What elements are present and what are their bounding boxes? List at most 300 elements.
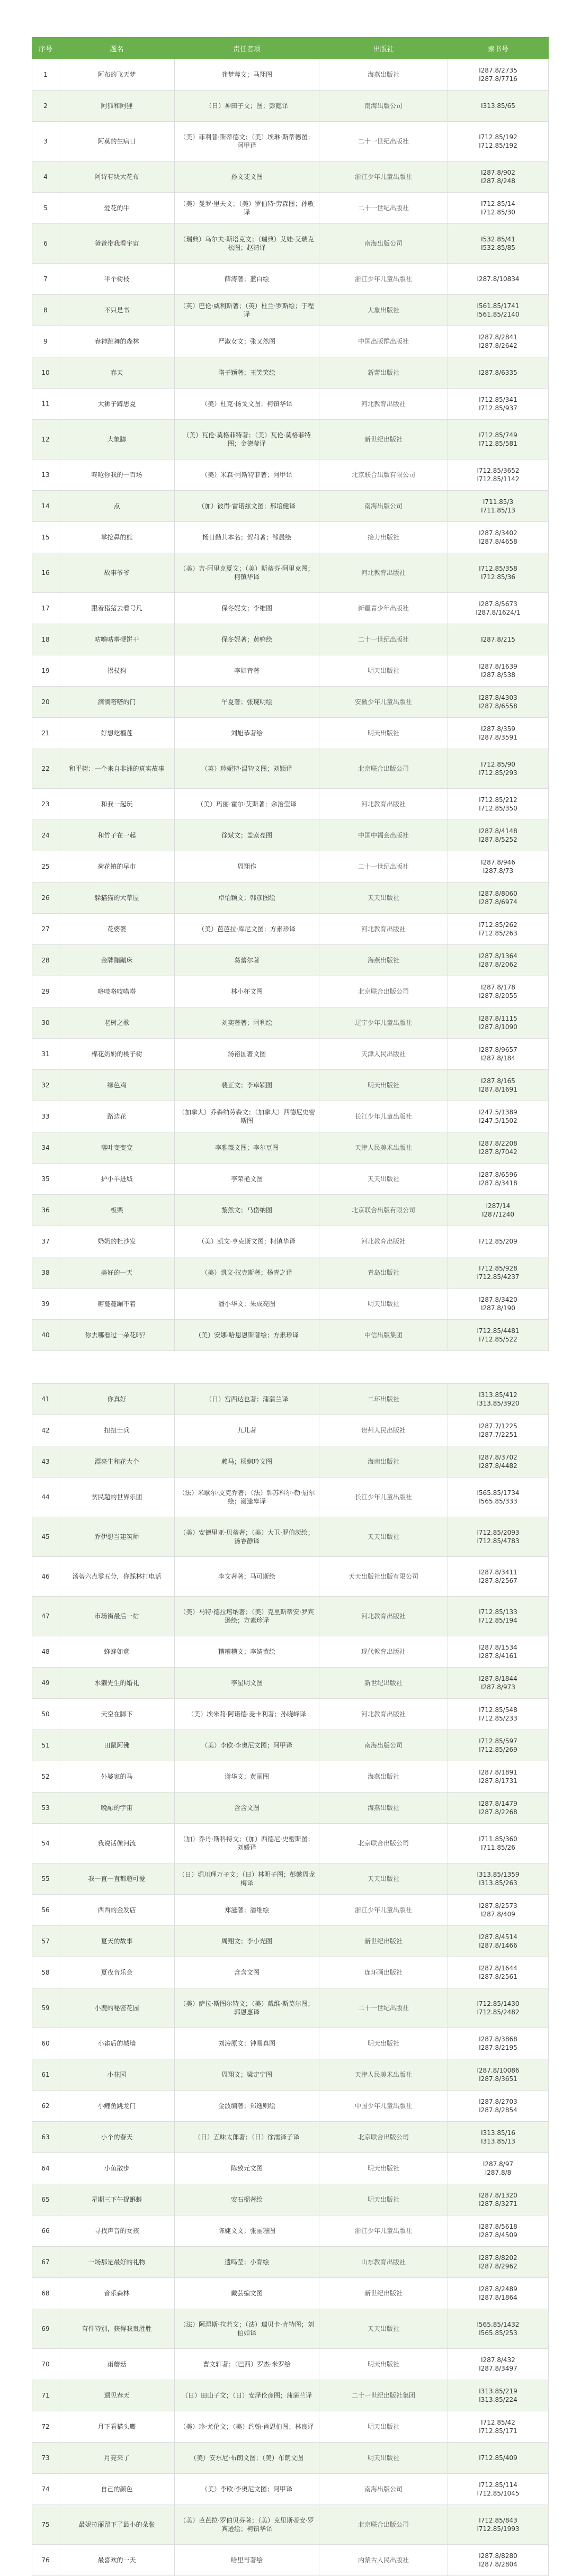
- call-number-cell: [448, 389, 549, 420]
- table-row: [32, 420, 549, 460]
- call-number: I287.8/8280: [479, 2552, 517, 2560]
- title-cell: 夏天的故事: [59, 1926, 175, 1957]
- title-cell: 滴滴嗒嗒的门: [59, 687, 175, 718]
- table-row: [32, 2215, 549, 2247]
- publisher-cell: 明天出版社: [319, 2184, 448, 2215]
- call-number: I712.85/4237: [477, 1273, 520, 1281]
- author-cell: （日）宫西达也著；蒲蒲兰译: [175, 1384, 319, 1415]
- call-number-cell: [448, 1101, 549, 1132]
- call-number: I287.8/2854: [479, 2106, 517, 2114]
- call-number-cell: [448, 1793, 549, 1824]
- table-row: [32, 1226, 549, 1257]
- no-cell: 10: [32, 357, 59, 389]
- author-cell: 陈致元文图: [175, 2153, 319, 2184]
- title-cell: 小个的春天: [59, 2122, 175, 2153]
- call-number: I287.8/2573: [479, 1902, 517, 1910]
- no-cell: 15: [32, 522, 59, 553]
- title-cell: 糖蔓蔓蹦不着: [59, 1289, 175, 1320]
- publisher-cell: 明天出版社: [319, 2028, 448, 2059]
- publisher-cell: 中信出版集团: [319, 1320, 448, 1351]
- call-number: I287.8/902: [481, 168, 515, 176]
- call-number-cell: [448, 820, 549, 851]
- no-cell: 29: [32, 976, 59, 1007]
- title-cell: 掌挖鼻的熊: [59, 522, 175, 553]
- title-cell: 你真好: [59, 1384, 175, 1415]
- author-cell: 李星明文图: [175, 1668, 319, 1699]
- call-number: I287.8/2062: [479, 961, 517, 968]
- call-number: I287.8/3702: [479, 1453, 517, 1461]
- call-number: I287.8/4509: [479, 2231, 517, 2239]
- call-number: I712.85/133: [479, 1608, 517, 1616]
- table-row: [32, 522, 549, 553]
- call-number-cell: [448, 193, 549, 224]
- call-number: I287.8/2055: [479, 992, 517, 999]
- author-cell: 龚梦蓉文；马翔图: [175, 59, 319, 91]
- table-row: [32, 2545, 549, 2576]
- publisher-cell: 安徽少年儿童出版社: [319, 687, 448, 718]
- call-number-cell: [448, 2278, 549, 2309]
- call-number: I287.8/215: [481, 635, 515, 643]
- author-cell: 隋子颖著；王笑笑绘: [175, 357, 319, 389]
- call-number: I287.8/2804: [479, 2561, 517, 2568]
- call-number: I287.8/5673: [479, 600, 517, 608]
- call-number: I287.8/946: [481, 858, 515, 866]
- table-row: [32, 2380, 549, 2411]
- publisher-cell: 北京联合出版公司: [319, 2505, 448, 2545]
- author-cell: 郑滋著；潘维绘: [175, 1895, 319, 1926]
- table-row: [32, 1007, 549, 1039]
- publisher-cell: 河北教育出版社: [319, 1597, 448, 1636]
- call-number: I287.8/2195: [479, 2044, 517, 2051]
- no-cell: 51: [32, 1730, 59, 1761]
- call-number-cell: [448, 264, 549, 295]
- publisher-cell: 二十一世纪出版社: [319, 1988, 448, 2028]
- author-cell: 哈里哥著绘: [175, 2545, 319, 2576]
- call-number-cell: [448, 882, 549, 914]
- publisher-cell: 明天出版社: [319, 2349, 448, 2380]
- publisher-cell: 山东教育出版社: [319, 2247, 448, 2278]
- publisher-cell: 河北教育出版社: [319, 1699, 448, 1730]
- title-cell: 小鹿的秘密花园: [59, 1988, 175, 2028]
- publisher-cell: 明天出版社: [319, 2411, 448, 2443]
- no-cell: 74: [32, 2474, 59, 2505]
- publisher-cell: 明天出版社: [319, 1070, 448, 1101]
- call-number: I565.85/1734: [477, 1489, 520, 1497]
- title-cell: 落叶变变变: [59, 1132, 175, 1164]
- publisher-cell: 北京联合出版公司: [319, 1824, 448, 1863]
- title-cell: 大狮子蹲思夏: [59, 389, 175, 420]
- no-cell: 38: [32, 1257, 59, 1289]
- title-cell: 最喜欢的一天: [59, 2545, 175, 2576]
- publisher-cell: 天津人民美术出版社: [319, 2059, 448, 2091]
- title-cell: 小雀后的城墙: [59, 2028, 175, 2059]
- publisher-cell: 河北教育出版社: [319, 1226, 448, 1257]
- call-number-cell: [448, 2474, 549, 2505]
- table-row: [32, 1478, 549, 1517]
- author-cell: 周翔文；李小光图: [175, 1926, 319, 1957]
- no-cell: 25: [32, 851, 59, 882]
- call-number: I313.85/65: [481, 102, 515, 110]
- call-number-cell: [448, 914, 549, 945]
- call-number: I247.5/1502: [479, 1117, 517, 1124]
- call-number: I287.8/5252: [479, 836, 517, 843]
- call-number-cell: [448, 2184, 549, 2215]
- no-cell: 46: [32, 1557, 59, 1597]
- no-cell: 53: [32, 1793, 59, 1824]
- publisher-cell: 北京联合出版公司: [319, 2122, 448, 2153]
- call-number: I712.85/171: [479, 2427, 517, 2435]
- publisher-cell: 新蕾出版社: [319, 357, 448, 389]
- call-number: I287.8/1534: [479, 1643, 517, 1651]
- title-cell: 板栗: [59, 1195, 175, 1226]
- call-number-cell: [448, 2215, 549, 2247]
- author-cell: 保冬妮著；黄鸭绘: [175, 624, 319, 655]
- title-cell: 天空在脚下: [59, 1699, 175, 1730]
- table-row: [32, 553, 549, 593]
- table-row: [32, 2411, 549, 2443]
- publisher-cell: 河北教育出版社: [319, 789, 448, 820]
- table-row: [32, 2309, 549, 2349]
- publisher-cell: 接力出版社: [319, 522, 448, 553]
- title-cell: 扭扭士兵: [59, 1415, 175, 1446]
- no-cell: 11: [32, 389, 59, 420]
- no-cell: 23: [32, 789, 59, 820]
- title-cell: 故事爷爷: [59, 553, 175, 593]
- call-number: I711.85/26: [481, 1844, 515, 1851]
- author-cell: 卓怡颖文；韩彦图绘: [175, 882, 319, 914]
- call-number: I712.85/1993: [477, 2525, 520, 2533]
- no-cell: 76: [32, 2545, 59, 2576]
- table-row: [32, 1761, 549, 1793]
- call-number: I287.8/7042: [479, 1148, 517, 1156]
- title-cell: 跟着猪猪去看号凡: [59, 593, 175, 624]
- table-row: [32, 1384, 549, 1415]
- publisher-cell: 青岛出版社: [319, 1257, 448, 1289]
- no-cell: 56: [32, 1895, 59, 1926]
- call-number-cell: [448, 851, 549, 882]
- title-cell: 有件特别，获得我贵胜胜: [59, 2309, 175, 2349]
- call-number-cell: [448, 1957, 549, 1988]
- call-number: I287.8/2735: [479, 66, 517, 74]
- publisher-cell: 河北教育出版社: [319, 389, 448, 420]
- no-cell: 59: [32, 1988, 59, 2028]
- publisher-cell: 浙江少年儿童出版社: [319, 2215, 448, 2247]
- header-title: 题名: [59, 38, 175, 59]
- author-cell: 含含文图: [175, 1793, 319, 1824]
- no-cell: 43: [32, 1446, 59, 1478]
- table-row: [32, 624, 549, 655]
- no-cell: 28: [32, 945, 59, 976]
- call-number: I287.8/248: [481, 177, 515, 185]
- no-cell: 70: [32, 2349, 59, 2380]
- title-cell: 躲猫猫的大草屋: [59, 882, 175, 914]
- call-number: I287.8/359: [481, 725, 515, 733]
- call-number: I287.8/3418: [479, 1179, 517, 1187]
- no-cell: 3: [32, 122, 59, 161]
- call-number: I287.8/4658: [479, 538, 517, 545]
- author-cell: （瑞典）乌尔夫·斯塔克文；（瑞典）艾娃·艾瑞克松图；赵清译: [175, 224, 319, 264]
- call-number: I712.85/843: [479, 2516, 517, 2524]
- book-list-sheet: [32, 37, 540, 2576]
- call-number: I287.8/2268: [479, 1808, 517, 1816]
- table-row: [32, 820, 549, 851]
- call-number-cell: [448, 2028, 549, 2059]
- call-number: I287.8/2567: [479, 1577, 517, 1584]
- call-number: I712.85/548: [479, 1706, 517, 1714]
- no-cell: 6: [32, 224, 59, 264]
- call-number-cell: [448, 1226, 549, 1257]
- call-number: I712.85/1142: [477, 475, 520, 483]
- call-number: I287.8/1115: [479, 1014, 517, 1022]
- no-cell: 32: [32, 1070, 59, 1101]
- publisher-cell: 新疆青少年出版社: [319, 593, 448, 624]
- title-cell: 阿狐和阿狸: [59, 91, 175, 122]
- call-number: I287.8/4148: [479, 827, 517, 835]
- no-cell: 5: [32, 193, 59, 224]
- call-number-cell: [448, 1478, 549, 1517]
- call-number-cell: [448, 1668, 549, 1699]
- publisher-cell: 明天出版社: [319, 2443, 448, 2474]
- title-cell: 路边花: [59, 1101, 175, 1132]
- no-cell: 37: [32, 1226, 59, 1257]
- call-number: I712.85/358: [479, 564, 517, 572]
- author-cell: （美）李欧·李奥尼文图；阿甲译: [175, 2474, 319, 2505]
- no-cell: 60: [32, 2028, 59, 2059]
- table-row: [32, 460, 549, 491]
- author-cell: 曹文轩著；（巴西）罗杰·米罗绘: [175, 2349, 319, 2380]
- author-cell: （美）萨拉·斯图尔特文；（美）戴维·斯莫尔图；郭恩惠译: [175, 1988, 319, 2028]
- publisher-cell: 天天出版社: [319, 1517, 448, 1557]
- table-row: [32, 1070, 549, 1101]
- call-number: I561.85/2140: [477, 311, 520, 318]
- call-number-cell: [448, 2059, 549, 2091]
- table-row: [32, 2059, 549, 2091]
- table-row: [32, 161, 549, 193]
- call-number: I712.85/341: [479, 395, 517, 403]
- no-cell: 18: [32, 624, 59, 655]
- table-row: [32, 882, 549, 914]
- table-row: [32, 749, 549, 789]
- author-cell: （日）五味太郎著；（日）徐濡泽子译: [175, 2122, 319, 2153]
- publisher-cell: 贵州人民出版社: [319, 1415, 448, 1446]
- publisher-cell: 大象出版社: [319, 295, 448, 326]
- publisher-cell: 天天出版社: [319, 1863, 448, 1895]
- title-cell: 和我一起玩: [59, 789, 175, 820]
- title-cell: 我说话像河流: [59, 1824, 175, 1863]
- publisher-cell: 北京联合出版有限公司: [319, 460, 448, 491]
- table-header-row: [32, 38, 549, 59]
- author-cell: 谢华文；黄丽图: [175, 1761, 319, 1793]
- no-cell: 1: [32, 59, 59, 91]
- title-cell: 咯吱咯吱嗒嗒: [59, 976, 175, 1007]
- table-row: [32, 2349, 549, 2380]
- no-cell: 14: [32, 491, 59, 522]
- header-call-number: 索书号: [448, 38, 549, 59]
- title-cell: 小鲤鱼跳龙门: [59, 2091, 175, 2122]
- publisher-cell: 长江少年儿童出版社: [319, 1478, 448, 1517]
- book-list-table: [32, 37, 549, 2576]
- call-number-cell: [448, 522, 549, 553]
- title-cell: 水獭先生的婚礼: [59, 1668, 175, 1699]
- publisher-cell: 中国少年儿童出版社: [319, 2091, 448, 2122]
- call-number-cell: [448, 2247, 549, 2278]
- no-cell: 52: [32, 1761, 59, 1793]
- call-number: I712.85/263: [479, 930, 517, 937]
- no-cell: 67: [32, 2247, 59, 2278]
- author-cell: （美）埃米莉·阿诺德·麦卡利著；孙晓峰译: [175, 1699, 319, 1730]
- author-cell: （美）玛丽·霍尔·艾斯著；余治莹译: [175, 789, 319, 820]
- call-number: I247.5/1389: [479, 1108, 517, 1116]
- no-cell: 36: [32, 1195, 59, 1226]
- call-number: I313.85/224: [479, 2396, 517, 2403]
- table-row: [32, 593, 549, 624]
- call-number-cell: [448, 945, 549, 976]
- table-row: [32, 224, 549, 264]
- call-number-cell: [448, 295, 549, 326]
- call-number-cell: [448, 624, 549, 655]
- table-row: [32, 357, 549, 389]
- publisher-cell: 南海出版公司: [319, 224, 448, 264]
- call-number: I287.8/1731: [479, 1777, 517, 1785]
- call-number: I287.8/1479: [479, 1799, 517, 1807]
- call-number-cell: [448, 593, 549, 624]
- title-cell: 棉花奶奶的桃子树: [59, 1039, 175, 1070]
- no-cell: 66: [32, 2215, 59, 2247]
- table-row: [32, 1164, 549, 1195]
- table-row: [32, 1101, 549, 1132]
- call-number: I287.8/8060: [479, 889, 517, 897]
- call-number: I287.8/3420: [479, 1295, 517, 1303]
- call-number: I287.8/7716: [479, 75, 517, 83]
- no-cell: 68: [32, 2278, 59, 2309]
- table-row: [32, 2028, 549, 2059]
- no-cell: 2: [32, 91, 59, 122]
- no-cell: 47: [32, 1597, 59, 1636]
- call-number: I287.8/3651: [479, 2075, 517, 2083]
- publisher-cell: 天天出版社出版有限公司: [319, 1557, 448, 1597]
- author-cell: （美）菲利普·斯蒂德文；（美）埃琳·斯蒂德图；阿甲译: [175, 122, 319, 161]
- call-number: I711.85/13: [481, 507, 515, 514]
- author-cell: 含含文图: [175, 1957, 319, 1988]
- table-row: [32, 2474, 549, 2505]
- call-number: I287.8/97: [482, 2160, 514, 2168]
- call-number-cell: [448, 161, 549, 193]
- table-row: [32, 389, 549, 420]
- no-cell: 27: [32, 914, 59, 945]
- table-row: [32, 2443, 549, 2474]
- author-cell: 保冬妮文；李维图: [175, 593, 319, 624]
- no-cell: 72: [32, 2411, 59, 2443]
- author-cell: 刘旭恭著绘: [175, 718, 319, 749]
- call-number: I712.85/350: [479, 805, 517, 812]
- call-number: I287.8/409: [481, 1911, 515, 1918]
- publisher-cell: 新世纪出版社: [319, 1926, 448, 1957]
- no-cell: 64: [32, 2153, 59, 2184]
- table-row: [32, 1597, 549, 1636]
- title-cell: 我一直一直都超可爱: [59, 1863, 175, 1895]
- no-cell: 75: [32, 2505, 59, 2545]
- author-cell: （加）彼得·雷诺兹文图；邢培健译: [175, 491, 319, 522]
- title-cell: 咚呛你我的一百场: [59, 460, 175, 491]
- title-cell: 西西的金发店: [59, 1895, 175, 1926]
- author-cell: 李雅薇文图；李尔豆图: [175, 1132, 319, 1164]
- no-cell: 50: [32, 1699, 59, 1730]
- author-cell: 李文著著；马可斯绘: [175, 1557, 319, 1597]
- no-cell: 58: [32, 1957, 59, 1988]
- header-publisher: 出版社: [319, 38, 448, 59]
- call-number: I287.8/4303: [479, 693, 517, 701]
- table-row: [32, 2091, 549, 2122]
- call-number: I712.85/262: [479, 921, 517, 929]
- publisher-cell: 河北教育出版社: [319, 914, 448, 945]
- call-number: I712.85/597: [479, 1737, 517, 1745]
- title-cell: 一场那是最好的礼物: [59, 2247, 175, 2278]
- no-cell: 62: [32, 2091, 59, 2122]
- call-number: I532.85/85: [481, 244, 515, 251]
- title-cell: 点: [59, 491, 175, 522]
- title-cell: 市场街最后一站: [59, 1597, 175, 1636]
- call-number: I712.85/928: [479, 1264, 517, 1272]
- table-row: [32, 1895, 549, 1926]
- author-cell: 九儿著: [175, 1415, 319, 1446]
- table-row: [32, 264, 549, 295]
- publisher-cell: 天天出版社: [319, 1164, 448, 1195]
- call-number: I287.8/2489: [479, 2285, 517, 2293]
- call-number: I712.85/1430: [477, 1999, 520, 2007]
- call-number-cell: [448, 1636, 549, 1668]
- call-number-cell: [448, 420, 549, 460]
- author-cell: 安石榴著绘: [175, 2184, 319, 2215]
- title-cell: 乔伊想当建筑师: [59, 1517, 175, 1557]
- title-cell: 漂亮生和花大个: [59, 1446, 175, 1478]
- call-number-cell: [448, 976, 549, 1007]
- author-cell: （美）凯文·汉克斯著；杨青之译: [175, 1257, 319, 1289]
- call-number-cell: [448, 2505, 549, 2545]
- title-cell: 和平树：一个来自非洲的真实故事: [59, 749, 175, 789]
- no-cell: 16: [32, 553, 59, 593]
- author-cell: 黎然文；马岱纳图: [175, 1195, 319, 1226]
- title-cell: 月亮来了: [59, 2443, 175, 2474]
- author-cell: 遗鸣莹；小育绘: [175, 2247, 319, 2278]
- author-cell: （美）凯文·亨克斯文图；柯镇华译: [175, 1226, 319, 1257]
- page-break-gap: [32, 1351, 549, 1384]
- no-cell: 26: [32, 882, 59, 914]
- publisher-cell: 北京联合出版公司: [319, 976, 448, 1007]
- call-number: I712.85/581: [479, 440, 517, 447]
- table-row: [32, 1289, 549, 1320]
- call-number: I287.8/8: [485, 2169, 512, 2176]
- no-cell: 24: [32, 820, 59, 851]
- publisher-cell: 连环画出版社: [319, 1957, 448, 1988]
- call-number: I712.85/4783: [477, 1537, 520, 1545]
- call-number: I287.8/2208: [479, 1139, 517, 1147]
- no-cell: 41: [32, 1384, 59, 1415]
- call-number: I287.8/190: [481, 1304, 515, 1312]
- call-number-cell: [448, 1988, 549, 2028]
- no-cell: 73: [32, 2443, 59, 2474]
- table-row: [32, 687, 549, 718]
- author-cell: 陈婕文文；张丽珊图: [175, 2215, 319, 2247]
- no-cell: 33: [32, 1101, 59, 1132]
- call-number: I287.7/2251: [479, 1431, 517, 1438]
- title-cell: 好想吃榴莲: [59, 718, 175, 749]
- title-cell: 遇见春天: [59, 2380, 175, 2411]
- table-row: [32, 2247, 549, 2278]
- call-number: I287.8/1090: [479, 1023, 517, 1031]
- call-number: I313.85/1359: [477, 1870, 520, 1878]
- call-number-cell: [448, 2122, 549, 2153]
- call-number: I287.8/2962: [479, 2263, 517, 2270]
